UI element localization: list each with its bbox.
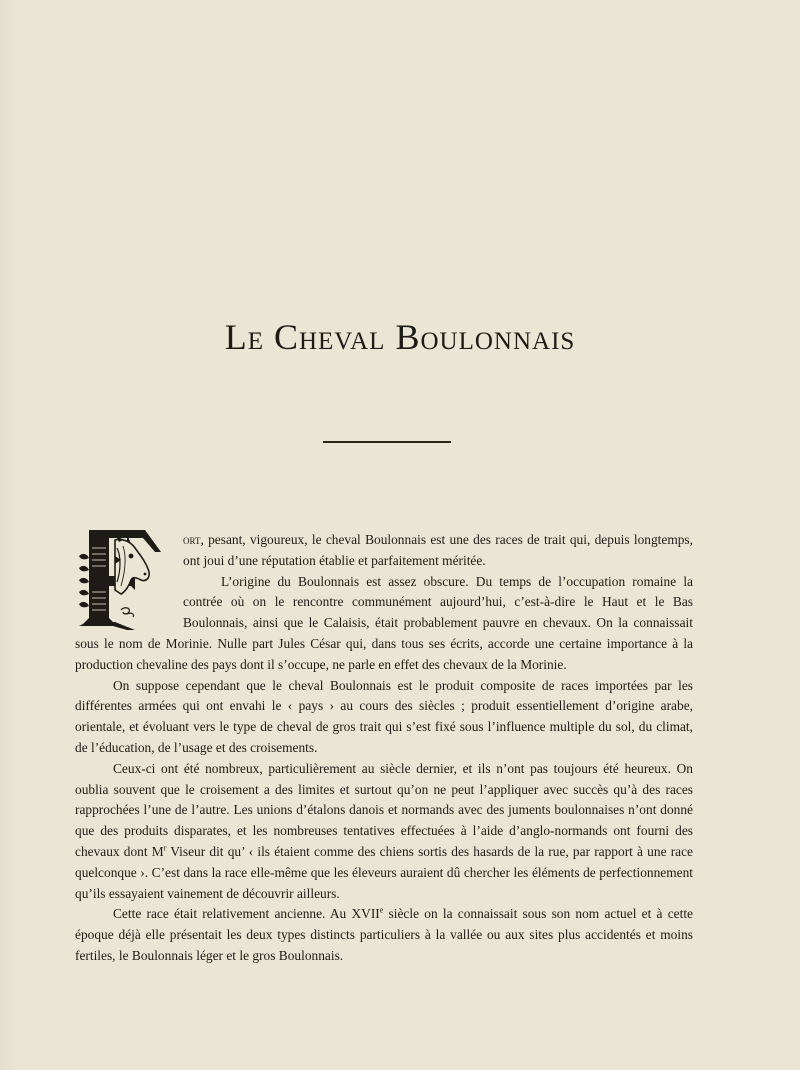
paragraph-3: On suppose cependant que le cheval Boulonnais est le produit composite de races importées par les différentes armées qui ont envahi le ‹ pays › au cours des siècles ; produit essentiellement d’origine arabe, orientale, et évoluant vers le type de cheval de gros trait qui s’est fixé sous l’influence multiple du sol, du climat, de l’éducation, de l’usage et des croisements. [75, 677, 693, 755]
leaf-ornament-icon [79, 554, 89, 607]
dropcap-horse-head-icon [75, 526, 171, 632]
paragraph-4-superscript: r [163, 843, 167, 853]
paragraph-5 [75, 904, 693, 966]
paragraph-5-text-b: siècle on la connaissait sous son nom actuel et à cette époque déjà elle présentait les deux types distincts particuliers à la vallée ou aux sites plus accidentés et moins fertiles, le Boulonnais léger et le gros Boulonnais. [75, 906, 693, 963]
paragraph-5-text-a: Cette race était relativement ancienne. Au XVII [113, 906, 380, 922]
paragraph-2: L’origine du Boulonnais est assez obscure. Du temps de l’occupation romaine la contrée où on le rencontre communément aujourd’hui, c’est-à-dire le Haut et le Bas Boulonnais, ainsi que le Calaisis, était probablement pauvre en chevaux. On la connaissait sous le nom de Morinie. Nulle part Jules César qui, dans tous ses écrits, accorde une certaine importance à la production chevaline des pays dont il s’occupe, ne parle en effet des chevaux de la Morinie. [75, 573, 693, 672]
article-body [75, 530, 693, 967]
title-rule [323, 441, 451, 443]
ornament-icon [121, 608, 134, 617]
page-title: Le Cheval Boulonnais [224, 317, 576, 357]
paragraph-4 [75, 759, 693, 905]
paragraph-5-superscript: e [379, 905, 384, 915]
paragraph-1-lead: ort, [183, 532, 204, 547]
paragraph-1-text: pesant, vigoureux, le cheval Boulonnais est une des races de trait qui, depuis longtemps, ont joui d’une réputation établie et parfaitement méritée. [183, 532, 693, 568]
paragraph-4-text-b: Viseur dit qu’ ‹ ils étaient comme des chiens sortis des hasards de la rue, par rapport à une race quelconque ›. C’est dans la race elle-même que les éleveurs auraient dû chercher les éléments de perfectionnement qu’ils essayaient vainement de découvrir ailleurs. [75, 843, 693, 901]
paragraph-4-text-a: Ceux-ci ont été nombreux, particulièrement au siècle dernier, et ils n’ont pas toujours été heureux. On oublia souvent que le croisement a des limites et surtout qu’on ne peut l’appliquer avec succès qu’à des races rapprochées l’une de l’autre. Les unions d’étalons danois et normands avec des juments boulonnaises n’ont donné que des produits disparates, et les nombreuses tentatives effectuées à l’aide d’anglo-normands ont fourni des chevaux dont M [75, 760, 693, 859]
